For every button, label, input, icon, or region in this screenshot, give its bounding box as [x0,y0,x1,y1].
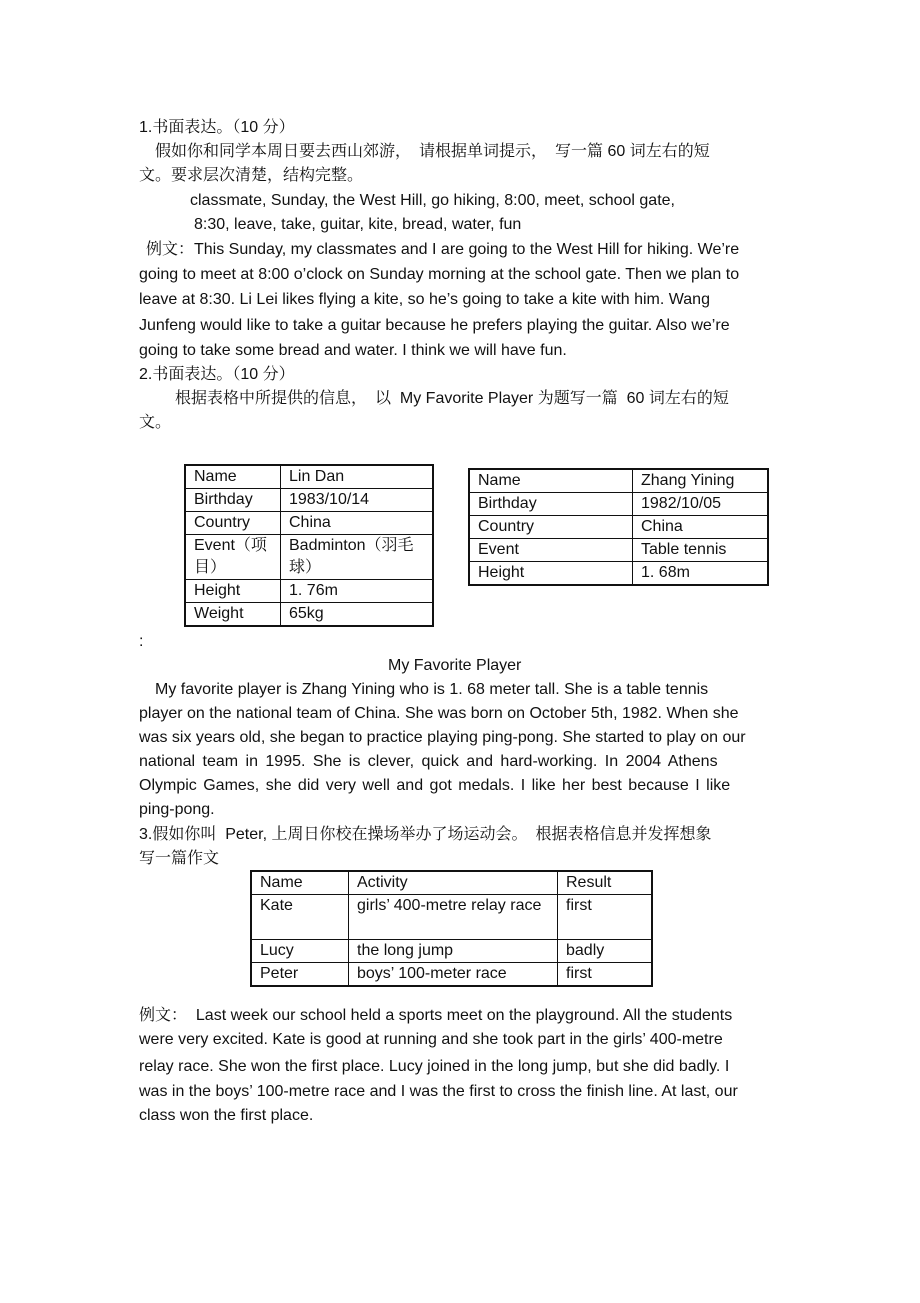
q2-prompt-line: 文。 [139,414,172,431]
q1-hint-line: 8:30, leave, take, guitar, kite, bread, water, fun [194,216,522,233]
cell: Name [469,469,633,493]
q1-essay-line: going to meet at 8:00 o’clock on Sunday morning at the school gate. Then we plan to [139,266,740,283]
q2-prompt-line: 根据表格中所提供的信息， 以 My Favorite Player 为题写一篇 60 词左右的短 [159,390,729,407]
q2-essay-line: was six years old, she began to practice playing ping-pong. She started to play on our [139,729,746,746]
q3-essay-line: class won the first place. [139,1107,314,1124]
cell: Birthday [185,489,281,512]
q1-hint-line: classmate, Sunday, the West Hill, go hiking, 8:00, meet, school gate, [190,192,675,209]
q1-essay-line: 例文：This Sunday, my classmates and I are going to the West Hill for hiking. We’re [146,241,740,258]
cell: Badminton（羽毛球） [281,535,434,580]
cell: badly [558,940,653,963]
cell: 1. 68m [633,562,769,586]
cell: Table tennis [633,539,769,562]
cell: girls’ 400-metre relay race [349,895,558,940]
cell: Kate [251,895,349,940]
cell: 1982/10/05 [633,493,769,516]
cell: the long jump [349,940,558,963]
cell: China [281,512,434,535]
zhang-yining-table [468,468,769,586]
cell: 1983/10/14 [281,489,434,512]
cell: Height [469,562,633,586]
cell: Lucy [251,940,349,963]
q1-heading: 1.书面表达。（10 分） [139,119,295,136]
q3-essay-line: 例文： Last week our school held a sports meet on the playground. All the students [139,1007,733,1024]
cell: Country [185,512,281,535]
cell: first [558,895,653,940]
cell: Result [558,871,653,895]
q1-essay-line: Junfeng would like to take a guitar because he prefers playing the guitar. Also we’re [139,317,730,334]
cell: Name [185,465,281,489]
cell: Event [469,539,633,562]
cell: 1. 76m [281,580,434,603]
q3-prompt-line: 3.假如你叫 Peter, 上周日你校在操场举办了场运动会。 根据表格信息并发挥想象 [139,826,712,843]
cell: Weight [185,603,281,627]
cell: Birthday [469,493,633,516]
cell: first [558,963,653,987]
q3-prompt-line: 写一篇作文 [139,850,220,867]
q2-heading: 2.书面表达。（10 分） [139,366,295,383]
q1-essay-line: going to take some bread and water. I think we will have fun. [139,342,567,359]
essay-title: My Favorite Player [388,657,522,674]
cell: boys’ 100-meter race [349,963,558,987]
q1-prompt-line: 假如你和同学本周日要去西山郊游， 请根据单词提示， 写一篇 60 词左右的短 [139,143,710,160]
cell: Name [251,871,349,895]
cell: 65kg [281,603,434,627]
q2-essay-line: player on the national team of China. She was born on October 5th, 1982. When she [139,705,739,722]
cell: China [633,516,769,539]
cell: Zhang Yining [633,469,769,493]
colon-mark: : [139,633,144,650]
q3-essay-line: was in the boys’ 100-metre race and I was the first to cross the finish line. At last, our [139,1083,738,1100]
cell: Country [469,516,633,539]
cell: Event（项目） [185,535,281,580]
cell: Lin Dan [281,465,434,489]
cell: Activity [349,871,558,895]
cell: Height [185,580,281,603]
lin-dan-table [184,464,434,627]
q2-essay-line: national team in 1995. She is clever, quick and hard-working. In 2004 Athens [139,753,718,770]
cell: Peter [251,963,349,987]
q1-essay-line: leave at 8:30. Li Lei likes flying a kite, so he’s going to take a kite with him. Wang [139,291,710,308]
q3-essay-line: were very excited. Kate is good at running and she took part in the girls’ 400-metre [139,1031,723,1048]
q2-essay-line: Olympic Games, she did very well and got medals. I like her best because I like [139,777,731,794]
q2-essay-line: My favorite player is Zhang Yining who is 1. 68 meter tall. She is a table tennis [139,681,709,698]
sports-meet-table [250,870,653,987]
q1-prompt-line: 文。要求层次清楚，结构完整。 [139,167,364,184]
q3-essay-line: relay race. She won the first place. Lucy joined in the long jump, but she did badly. I [139,1058,730,1075]
q2-essay-line: ping-pong. [139,801,215,818]
